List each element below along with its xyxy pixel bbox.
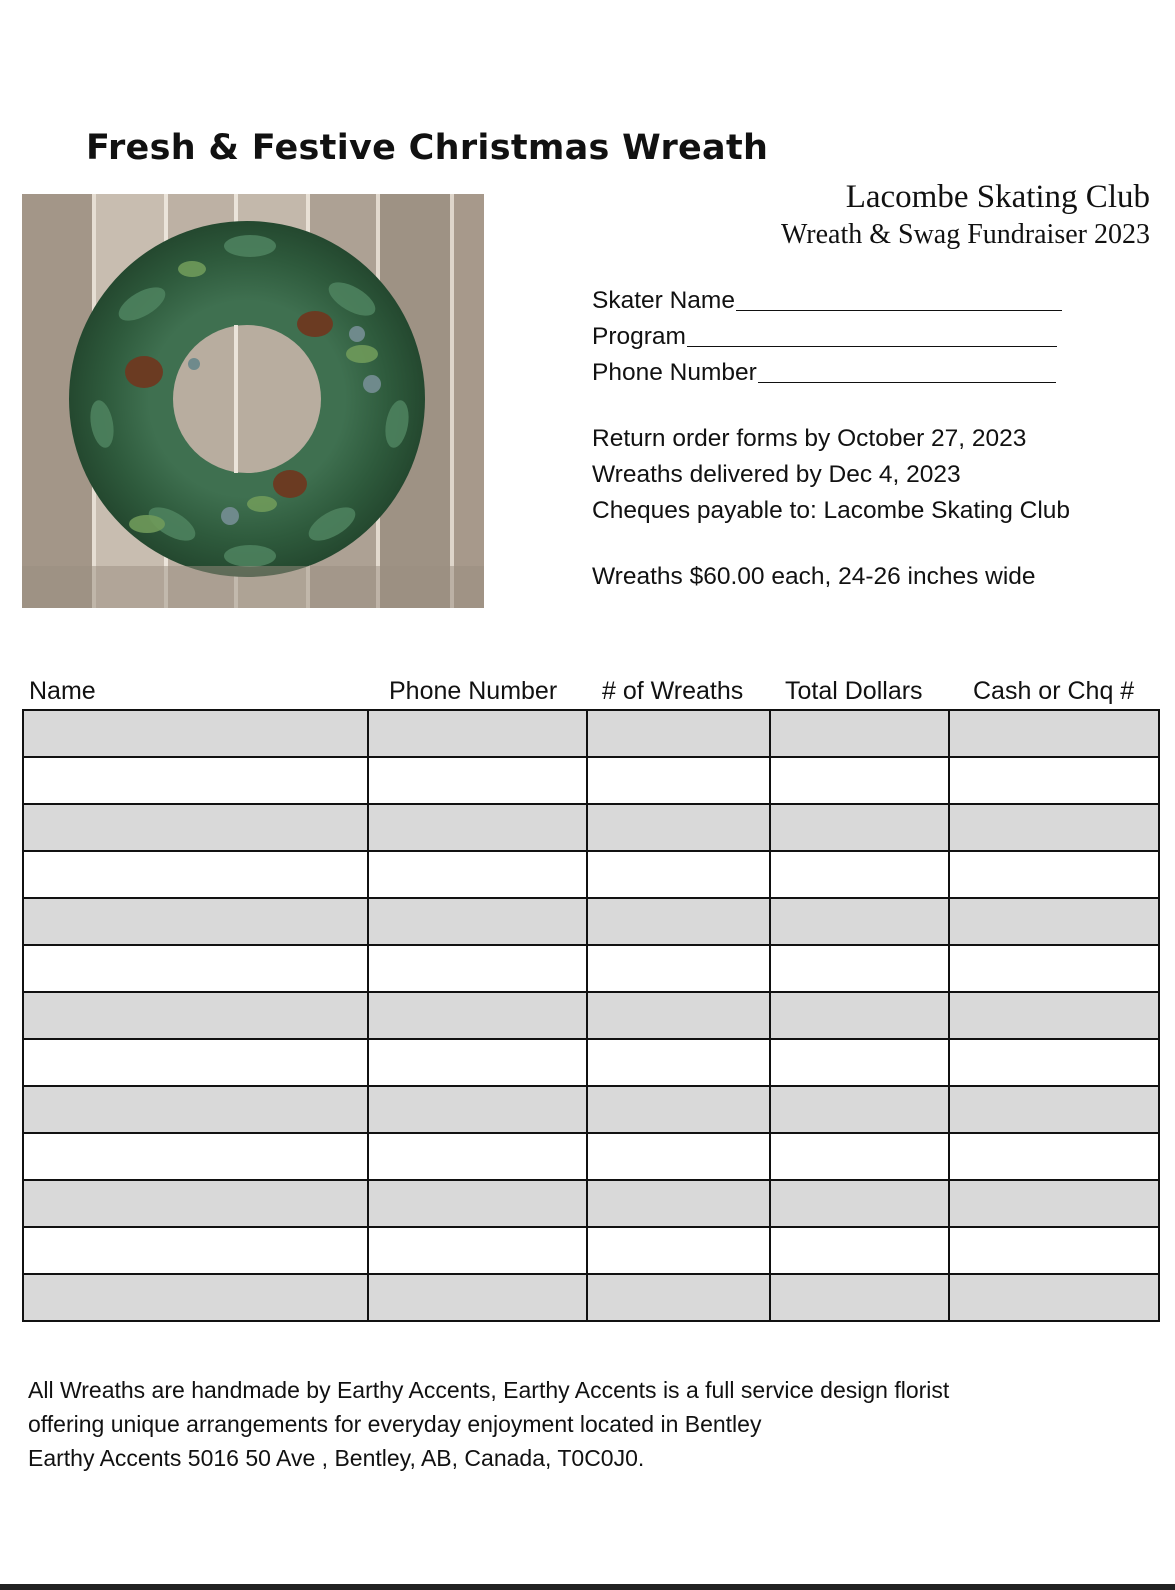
cell-phone[interactable] xyxy=(368,898,587,945)
cell-total[interactable] xyxy=(770,851,949,898)
cell-total[interactable] xyxy=(770,1086,949,1133)
cell-payment[interactable] xyxy=(949,1227,1159,1274)
footer-line-2: offering unique arrangements for everyday enjoyment located in Bentley xyxy=(28,1411,762,1437)
cell-total[interactable] xyxy=(770,710,949,757)
table-row xyxy=(23,1274,1159,1321)
phone-label: Phone Number xyxy=(592,359,757,386)
table-row xyxy=(23,898,1159,945)
skater-name-row xyxy=(592,283,1070,319)
skater-name-label: Skater Name xyxy=(592,287,735,314)
phone-field[interactable] xyxy=(758,355,1056,383)
cell-total[interactable] xyxy=(770,1039,949,1086)
cell-name[interactable] xyxy=(23,898,368,945)
cell-name[interactable] xyxy=(23,945,368,992)
cell-name[interactable] xyxy=(23,851,368,898)
program-label: Program xyxy=(592,323,686,350)
cell-wreaths[interactable] xyxy=(587,1274,770,1321)
cell-name[interactable] xyxy=(23,1133,368,1180)
cell-phone[interactable] xyxy=(368,1039,587,1086)
cell-phone[interactable] xyxy=(368,1227,587,1274)
cell-payment[interactable] xyxy=(949,898,1159,945)
footer-line-1: All Wreaths are handmade by Earthy Accents, Earthy Accents is a full service design florist xyxy=(28,1377,950,1403)
cell-name[interactable] xyxy=(23,804,368,851)
cell-phone[interactable] xyxy=(368,851,587,898)
col-header-phone: Phone Number xyxy=(389,677,558,705)
cell-name[interactable] xyxy=(23,710,368,757)
cell-phone[interactable] xyxy=(368,804,587,851)
cell-wreaths[interactable] xyxy=(587,1086,770,1133)
cell-phone[interactable] xyxy=(368,1133,587,1180)
col-header-payment: Cash or Chq # xyxy=(973,677,1135,705)
cell-wreaths[interactable] xyxy=(587,992,770,1039)
order-table xyxy=(22,709,1160,1322)
cell-total[interactable] xyxy=(770,1227,949,1274)
table-row xyxy=(23,1039,1159,1086)
cell-payment[interactable] xyxy=(949,992,1159,1039)
cell-name[interactable] xyxy=(23,1227,368,1274)
cell-payment[interactable] xyxy=(949,757,1159,804)
wreath-photo xyxy=(22,194,484,608)
cell-phone[interactable] xyxy=(368,945,587,992)
cell-total[interactable] xyxy=(770,1274,949,1321)
cell-phone[interactable] xyxy=(368,757,587,804)
page-title: Fresh & Festive Christmas Wreath xyxy=(86,128,769,168)
cell-name[interactable] xyxy=(23,1274,368,1321)
order-info xyxy=(592,283,1070,595)
cell-phone[interactable] xyxy=(368,1180,587,1227)
table-headers xyxy=(0,677,1175,711)
cell-payment[interactable] xyxy=(949,851,1159,898)
cheques-text: Cheques payable to: Lacombe Skating Club xyxy=(592,497,1071,524)
cell-wreaths[interactable] xyxy=(587,945,770,992)
cell-total[interactable] xyxy=(770,757,949,804)
cell-payment[interactable] xyxy=(949,1180,1159,1227)
cell-wreaths[interactable] xyxy=(587,1180,770,1227)
cell-phone[interactable] xyxy=(368,992,587,1039)
cell-wreaths[interactable] xyxy=(587,1227,770,1274)
program-field[interactable] xyxy=(687,319,1057,347)
cell-payment[interactable] xyxy=(949,1039,1159,1086)
table-row xyxy=(23,1133,1159,1180)
table-row xyxy=(23,851,1159,898)
cell-wreaths[interactable] xyxy=(587,710,770,757)
cell-name[interactable] xyxy=(23,1086,368,1133)
table-row xyxy=(23,710,1159,757)
table-row xyxy=(23,992,1159,1039)
cell-wreaths[interactable] xyxy=(587,804,770,851)
table-row xyxy=(23,1227,1159,1274)
cell-wreaths[interactable] xyxy=(587,1133,770,1180)
cell-wreaths[interactable] xyxy=(587,757,770,804)
cell-payment[interactable] xyxy=(949,1274,1159,1321)
footer-line-3: Earthy Accents 5016 50 Ave , Bentley, AB, Canada, T0C0J0. xyxy=(28,1445,645,1471)
table-row xyxy=(23,945,1159,992)
cell-payment[interactable] xyxy=(949,710,1159,757)
skater-name-field[interactable] xyxy=(736,283,1062,311)
cell-name[interactable] xyxy=(23,992,368,1039)
return-by-text: Return order forms by October 27, 2023 xyxy=(592,425,1027,452)
cell-total[interactable] xyxy=(770,1180,949,1227)
page-bottom-border xyxy=(0,1584,1175,1590)
phone-row xyxy=(592,355,1070,391)
table-row xyxy=(23,757,1159,804)
table-row xyxy=(23,1180,1159,1227)
table-row xyxy=(23,1086,1159,1133)
cell-payment[interactable] xyxy=(949,804,1159,851)
cell-phone[interactable] xyxy=(368,710,587,757)
cell-name[interactable] xyxy=(23,757,368,804)
cell-wreaths[interactable] xyxy=(587,1039,770,1086)
col-header-wreaths: # of Wreaths xyxy=(602,677,744,705)
col-header-total: Total Dollars xyxy=(785,677,923,705)
cell-total[interactable] xyxy=(770,945,949,992)
cell-phone[interactable] xyxy=(368,1086,587,1133)
cell-wreaths[interactable] xyxy=(587,898,770,945)
cell-payment[interactable] xyxy=(949,1133,1159,1180)
cell-phone[interactable] xyxy=(368,1274,587,1321)
cell-total[interactable] xyxy=(770,1133,949,1180)
program-row xyxy=(592,319,1070,355)
cell-total[interactable] xyxy=(770,804,949,851)
cell-payment[interactable] xyxy=(949,1086,1159,1133)
cell-total[interactable] xyxy=(770,992,949,1039)
table-row xyxy=(23,804,1159,851)
florist-note xyxy=(28,1373,949,1475)
col-header-name: Name xyxy=(29,677,96,705)
delivered-by-text: Wreaths delivered by Dec 4, 2023 xyxy=(592,461,961,488)
price-text: Wreaths $60.00 each, 24-26 inches wide xyxy=(592,563,1036,590)
cell-wreaths[interactable] xyxy=(587,851,770,898)
fundraiser-subtitle: Wreath & Swag Fundraiser 2023 xyxy=(780,219,1150,250)
club-name: Lacombe Skating Club xyxy=(845,179,1150,215)
cell-total[interactable] xyxy=(770,898,949,945)
club-heading xyxy=(781,177,1150,253)
cell-name[interactable] xyxy=(23,1039,368,1086)
cell-payment[interactable] xyxy=(949,945,1159,992)
cell-name[interactable] xyxy=(23,1180,368,1227)
